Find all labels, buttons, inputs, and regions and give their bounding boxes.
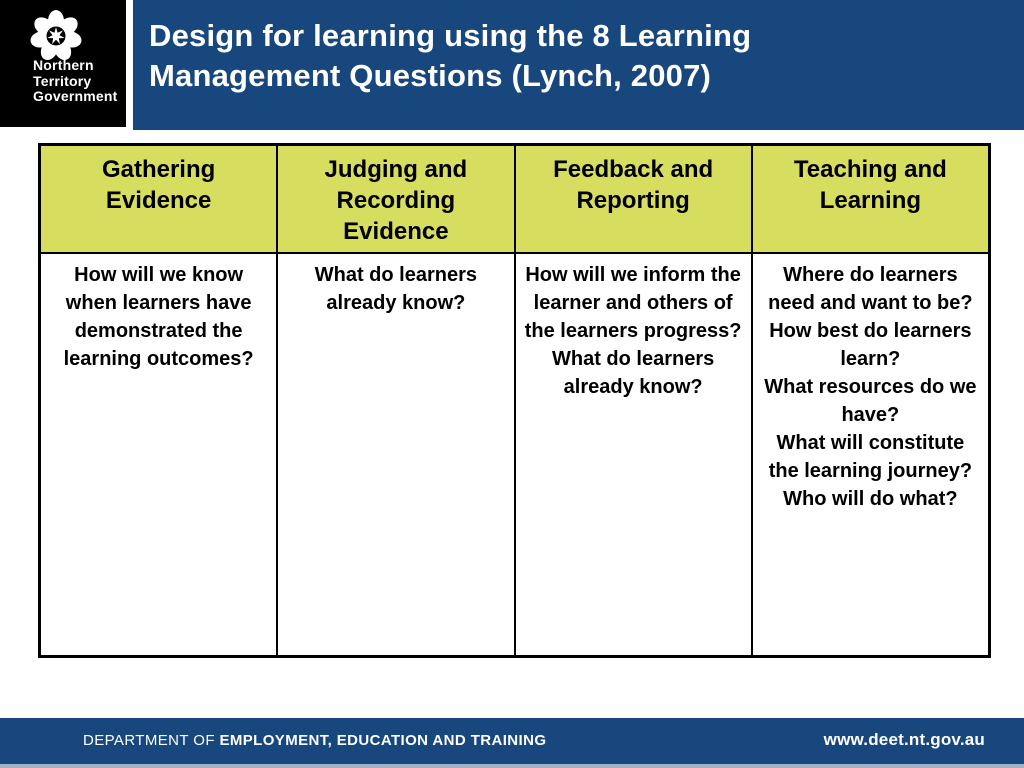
department-name xyxy=(83,732,546,749)
department-prefix: DEPARTMENT OF xyxy=(83,731,220,749)
question-text: What will constitute the learning journey? xyxy=(768,432,973,482)
column-header: Feedback and Reporting xyxy=(516,146,751,254)
question-text: What do learners already know? xyxy=(314,264,477,314)
title-bar xyxy=(133,0,1024,130)
column-header: Gathering Evidence xyxy=(41,146,276,254)
footer-bar xyxy=(0,718,1024,768)
column-body xyxy=(41,254,276,655)
question-text: What resources do we have? xyxy=(764,376,977,426)
table-column-feedback-reporting xyxy=(514,146,751,655)
question-text: What do learners already know? xyxy=(551,348,715,398)
logo-line-2: Territory xyxy=(33,72,92,89)
logo-line-3: Government xyxy=(33,88,118,104)
learning-management-table xyxy=(38,143,991,658)
table-column-judging-recording xyxy=(276,146,513,655)
question-text: Where do learners need and want to be? xyxy=(768,264,973,314)
column-body xyxy=(516,254,751,655)
column-header: Judging and Recording Evidence xyxy=(278,146,513,254)
question-text: How will we know when learners have demonstrated the learning outcomes? xyxy=(63,264,254,370)
column-body xyxy=(753,254,988,655)
nt-government-logo xyxy=(0,0,126,127)
question-text: How best do learners learn? xyxy=(769,320,972,370)
table-column-teaching-learning xyxy=(751,146,988,655)
slide-title-line-1: Design for learning using the 8 Learning xyxy=(149,18,752,53)
question-text: How will we inform the learner and others of the learners progress? xyxy=(524,264,742,342)
nt-government-flower-icon xyxy=(28,8,84,64)
column-header: Teaching and Learning xyxy=(753,146,988,254)
logo-wordmark xyxy=(33,58,117,105)
table-column-gathering-evidence xyxy=(41,146,276,655)
department-bold: EMPLOYMENT, EDUCATION AND TRAINING xyxy=(219,731,547,749)
website-url: www.deet.nt.gov.au xyxy=(823,730,985,749)
slide-title xyxy=(133,0,1024,96)
question-text: Who will do what? xyxy=(783,488,958,510)
slide-title-line-2: Management Questions (Lynch, 2007) xyxy=(149,58,712,93)
column-body xyxy=(278,254,513,655)
logo-line-1: Northern xyxy=(33,57,94,73)
